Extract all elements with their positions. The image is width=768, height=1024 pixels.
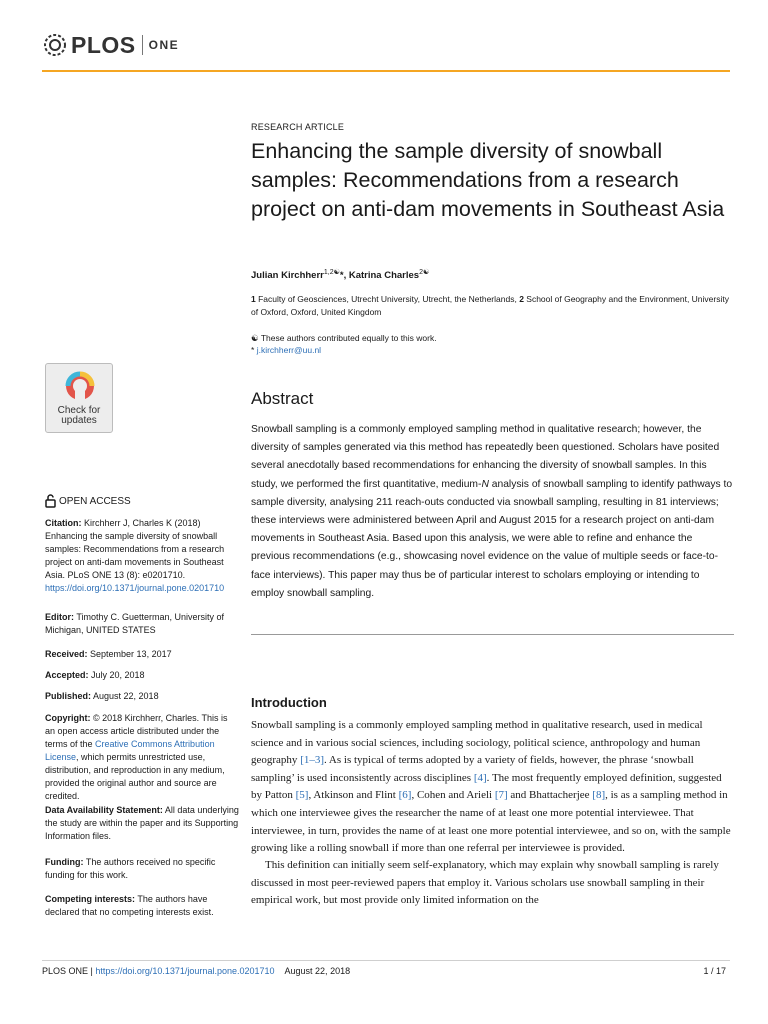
author-separator: , — [343, 270, 349, 282]
abstract-divider — [251, 634, 734, 635]
correspondence-line — [251, 344, 437, 356]
editor-label: Editor: — [45, 612, 74, 622]
reference-link[interactable]: [4] — [473, 771, 487, 784]
corresponding-marker: * — [251, 345, 255, 355]
copyright-block — [45, 712, 240, 803]
data-availability-text: All data underlying the study are within the paper and its Supporting Information files. — [45, 805, 239, 841]
funding-label: Funding: — [45, 857, 84, 867]
corresponding-email-link[interactable]: j.kirchherr@uu.nl — [256, 345, 322, 355]
affil-number: 1 — [251, 294, 256, 304]
accepted-text: July 20, 2018 — [88, 670, 145, 680]
footer-doi-link[interactable]: https://doi.org/10.1371/journal.pone.0201710 — [95, 966, 275, 976]
article-title: Enhancing the sample diversity of snowball samples: Recommendations from a research project on anti-dam movements in Southeast Asia — [251, 139, 725, 221]
received-text: September 13, 2017 — [87, 649, 172, 659]
data-availability-label: Data Availability Statement: — [45, 805, 163, 815]
footer-rule — [42, 960, 730, 961]
abstract-part: Snowball sampling is a commonly employed sampling method in qualitative research; however, the diversity of samples generated via this method has repeatedly been questioned. Scholars have posited several anecdotally based recommendations for enhancing the diversity of snowball samples. In this study, we performed the first quantitative, medium- — [251, 424, 720, 490]
received-block — [45, 648, 240, 661]
intro-text: , is as a sampling method in which one interviewee gives the researcher the name of at least one more potential interviewee. That interviewee, in turn, provides the name of at least one more potential interviewee, and so on, with the sample growing like a rolling snowball if more than one referral per interviewee is provided. — [251, 789, 731, 855]
check-for-updates-label: Check for updates — [57, 405, 101, 426]
intro-text: . The most frequently employed definition, suggested by Patton — [251, 771, 722, 802]
published-block — [45, 690, 240, 703]
author-affil-sup: 2☯ — [419, 269, 430, 276]
plos-logo[interactable] — [42, 30, 179, 60]
copyright-text-2: , which permits unrestricted use, distribution, and reproduction in any medium, provided the original author and source are credited. — [45, 752, 225, 801]
competing-interests-block — [45, 893, 240, 919]
reference-link[interactable]: [7] — [494, 789, 508, 802]
open-lock-icon — [45, 494, 56, 508]
abstract-text — [251, 421, 734, 603]
funding-block — [45, 856, 240, 882]
affil-text: Faculty of Geosciences, Utrecht University, Utrecht, the Netherlands, — [255, 294, 520, 304]
page-number: 1 / 17 — [703, 966, 726, 976]
introduction-heading: Introduction — [251, 695, 327, 710]
citation-doi-link[interactable]: https://doi.org/10.1371/journal.pone.0201710 — [45, 583, 225, 593]
open-access-badge — [45, 494, 131, 508]
intro-paragraph-1 — [251, 717, 734, 858]
accepted-block — [45, 669, 240, 682]
accepted-label: Accepted: — [45, 670, 89, 680]
logo-wordmark: PLOS — [71, 31, 136, 58]
plos-logo-icon — [42, 32, 68, 58]
header-rule — [42, 70, 730, 72]
published-text: August 22, 2018 — [91, 691, 159, 701]
competing-interests-text: The authors have declared that no competing interests exist. — [45, 894, 214, 917]
logo-divider — [142, 35, 143, 55]
footer-citation — [42, 966, 350, 976]
open-access-label: OPEN ACCESS — [59, 495, 131, 507]
reference-link[interactable]: [6] — [398, 789, 412, 802]
editor-block — [45, 611, 240, 637]
citation-block — [45, 517, 240, 595]
copyright-text: © 2018 Kirchherr, Charles. This is an open access article distributed under the terms of the — [45, 713, 228, 749]
intro-paragraph-2: This definition can initially seem self-explanatory, which may explain why snowball sampling is rarely discussed in most peer-reviewed papers that employ it. Various scholars use snowball sampling in their empirical work, but most provide only limited information on the — [251, 859, 719, 907]
reference-link[interactable]: [8] — [592, 789, 606, 802]
data-availability-block — [45, 804, 240, 843]
abstract-italic-n: N — [481, 478, 489, 490]
abstract-heading: Abstract — [251, 389, 314, 408]
affiliations — [251, 293, 731, 319]
copyright-label: Copyright: — [45, 713, 91, 723]
corresponding-marker: * — [339, 270, 344, 282]
crossmark-icon — [64, 370, 96, 404]
equal-contribution-note: ☯ These authors contributed equally to this work. — [251, 333, 437, 343]
author-name[interactable]: Katrina Charles — [348, 270, 420, 282]
footer-separator: | — [88, 966, 96, 976]
citation-label: Citation: — [45, 518, 82, 528]
competing-interests-label: Competing interests: — [45, 894, 136, 904]
footer-journal: PLOS ONE — [42, 966, 89, 976]
intro-text: , Cohen and Arieli — [411, 789, 495, 802]
author-list — [251, 268, 429, 281]
editor-text: Timothy C. Guetterman, University of Michigan, UNITED STATES — [45, 612, 225, 635]
reference-link[interactable]: [5] — [295, 789, 309, 802]
intro-text: , Atkinson and Flint — [308, 789, 399, 802]
funding-text: The authors received no specific funding for this work. — [45, 857, 216, 880]
affil-text: School of Geography and the Environment, University of Oxford, Oxford, United Kingdom — [251, 294, 729, 317]
intro-text: . As is typical of terms adopted by a variety of fields, however, the phrase ‘snowball sampling’ is used inconsistently across disciplines — [251, 754, 694, 784]
footer-date: August 22, 2018 — [284, 966, 351, 976]
citation-text: Kirchherr J, Charles K (2018) Enhancing the sample diversity of snowball samples: Recommendations from a research project on anti-dam movements in Southeast Asia. PLoS ONE 13 (8): e0201710. — [45, 518, 225, 580]
check-for-updates-badge[interactable] — [45, 363, 113, 433]
author-name[interactable]: Julian Kirchherr — [251, 270, 324, 282]
intro-text: Snowball sampling is a commonly employed sampling method in qualitative research, used in medical science and in various social sciences, including sociology, political science, anthropology and human geography — [251, 719, 703, 767]
license-link[interactable]: Creative Commons Attribution License — [45, 739, 215, 762]
intro-text: and Bhattacherjee — [507, 789, 593, 802]
author-affil-sup: 1,2☯ — [323, 269, 340, 276]
article-type: RESEARCH ARTICLE — [251, 122, 345, 132]
logo-journal: ONE — [148, 38, 180, 52]
affil-number: 2 — [519, 294, 524, 304]
published-label: Published: — [45, 691, 92, 701]
received-label: Received: — [45, 649, 88, 659]
contribution-notes — [251, 332, 437, 356]
abstract-part: analysis of snowball sampling to identify pathways to sample diversity, analysing 211 reach-outs conducted via snowball sampling, resulting in 81 interviews; these interviews were administered between April and August 2015 for a research project on anti-dam movements in Southeast Asia. Based upon this analysis, we were able to refine and enhance the previous recommendations (e.g., showcasing novel evidence on the value of multiple seeds or face-to-face interviews). This paper may thus be of particular interest to scholars employing or intending to employ snowball sampling. — [251, 478, 733, 599]
reference-link[interactable]: [1–3] — [300, 754, 325, 767]
